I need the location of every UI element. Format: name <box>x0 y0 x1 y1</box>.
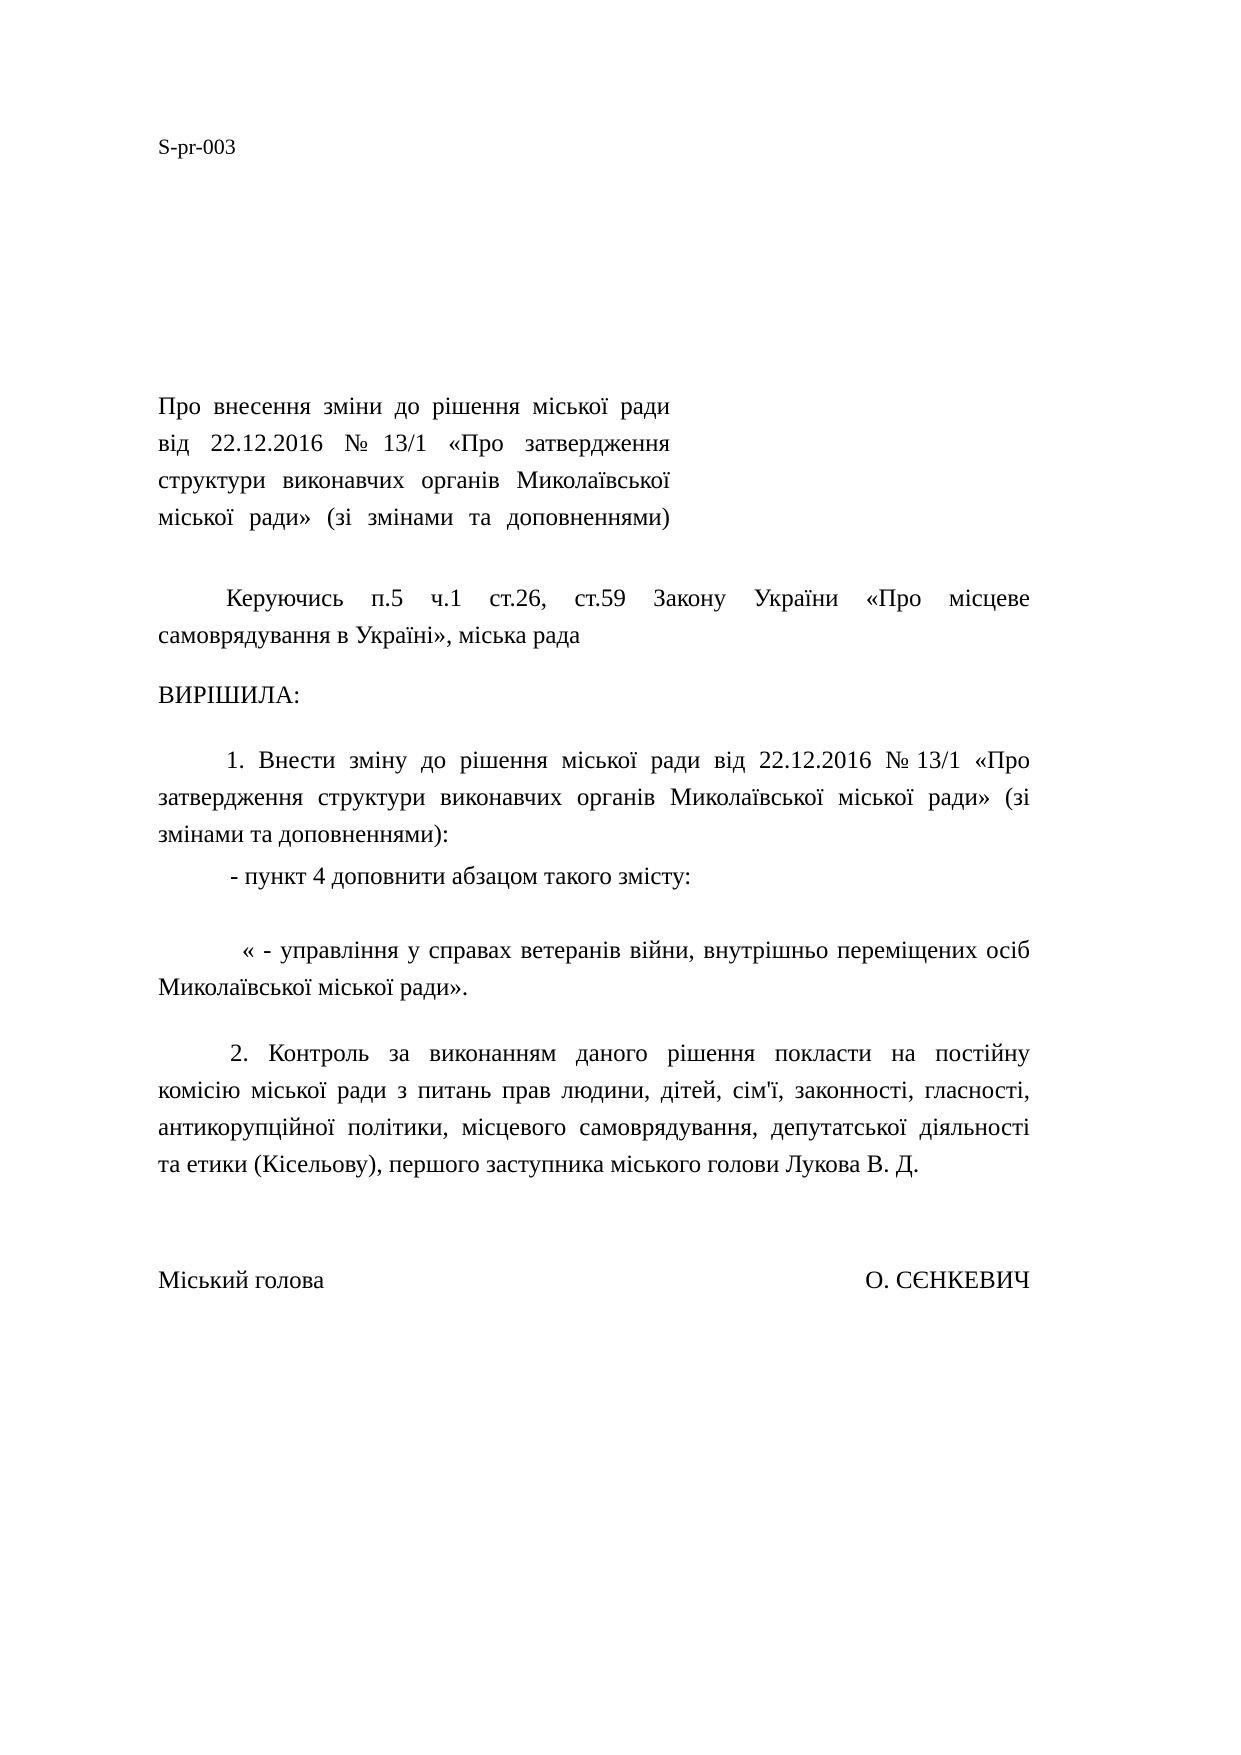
item2-line: комісію міської ради з питань прав людини, дітей, сім'ї, законності, гласності, <box>158 1077 1030 1104</box>
title-line: від 22.12.2016 №13/1 «Про затвердження <box>158 430 670 457</box>
quote-line: Миколаївської міської ради». <box>158 974 469 1001</box>
title-line: міської ради» (зі змінами та доповненнями) <box>158 504 670 531</box>
title-line: Про внесення зміни до рішення міської ради <box>158 393 670 420</box>
decision-item-1 <box>158 742 1030 853</box>
resolved-heading <box>158 677 1030 714</box>
item2-line: антикорупційної політики, місцевого самоврядування, депутатської діяльності <box>158 1114 1030 1141</box>
quoted-addition <box>158 932 1030 1006</box>
document-title <box>158 388 670 536</box>
preamble-paragraph <box>158 580 1030 654</box>
signature-name: О. СЄНКЕВИЧ <box>865 1267 1030 1294</box>
preamble-line: Керуючись п.5 ч.1 ст.26, ст.59 Закону України «Про місцеве <box>226 585 1030 612</box>
sub-item-text: - пункт 4 доповнити абзацом такого змісту: <box>230 863 692 890</box>
document-code: S-pr-003 <box>158 134 236 159</box>
item1-line: змінами та доповненнями): <box>158 821 449 848</box>
quote-line: « - управління у справах ветеранів війни, внутрішньо переміщених осіб <box>242 937 1030 964</box>
item1-line: затвердження структури виконавчих органів Миколаївської міської ради» (зі <box>158 784 1030 811</box>
item2-line: та етики (Кісельову), першого заступника міського голови Лукова В. Д. <box>158 1151 920 1178</box>
preamble-line: самоврядування в Україні», міська рада <box>158 622 581 649</box>
resolved-label: ВИРІШИЛА: <box>158 682 301 709</box>
signature-position: Міський голова <box>158 1267 325 1294</box>
item2-line: 2. Контроль за виконанням даного рішення покласти на постійну <box>230 1040 1030 1067</box>
sub-item <box>158 858 1030 895</box>
title-line: структури виконавчих органів Миколаївської <box>158 467 670 494</box>
item1-line: 1. Внести зміну до рішення міської ради від 22.12.2016 №13/1 «Про <box>226 747 1030 774</box>
decision-item-2 <box>158 1035 1030 1183</box>
